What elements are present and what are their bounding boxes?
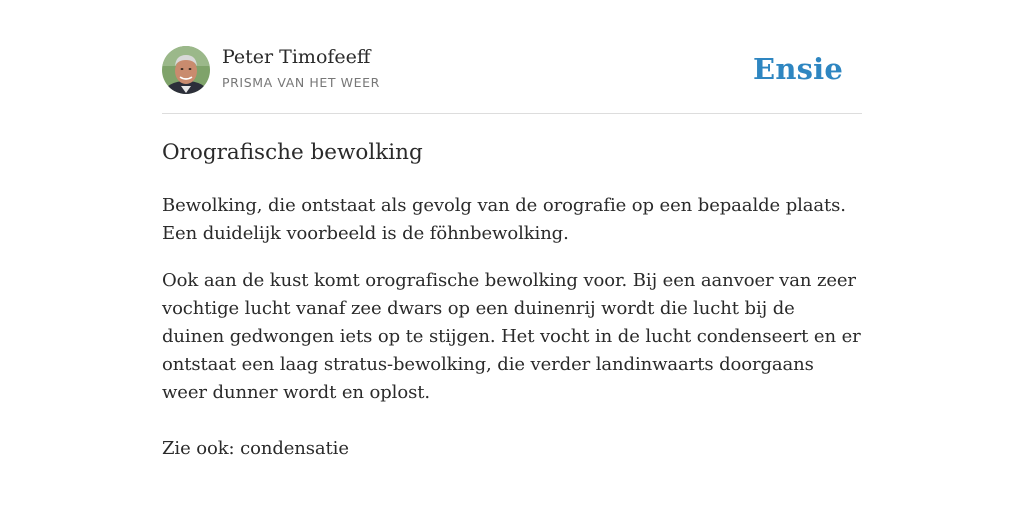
article-content [162, 138, 862, 463]
avatar-portrait-icon [162, 46, 210, 94]
author-header [162, 46, 862, 96]
article-paragraph: Ook aan de kust komt orografische bewolking voor. Bij een aanvoer van zeer vochtige lucht vanaf zee dwars op een duinenrij wordt die lucht bij de duinen gedwongen iets op te stijgen. Het vocht in de lucht condenseert en er ontstaat een laag stratus-bewolking, die verder landinwaarts doorgaans weer dunner wordt en oplost. [162, 270, 861, 403]
header-divider [162, 113, 862, 114]
author-avatar[interactable] [162, 46, 210, 94]
see-also-line: Zie ook: condensatie [162, 438, 349, 459]
brand-logo[interactable]: Ensie [753, 52, 843, 86]
author-source[interactable]: PRISMA VAN HET WEER [222, 75, 380, 90]
article-title: Orografische bewolking [162, 140, 423, 165]
author-name[interactable]: Peter Timofeeff [222, 46, 371, 68]
article-paragraph: Bewolking, die ontstaat als gevolg van de orografie op een bepaalde plaats. Een duidelijk voorbeeld is de föhnbewolking. [162, 195, 846, 244]
